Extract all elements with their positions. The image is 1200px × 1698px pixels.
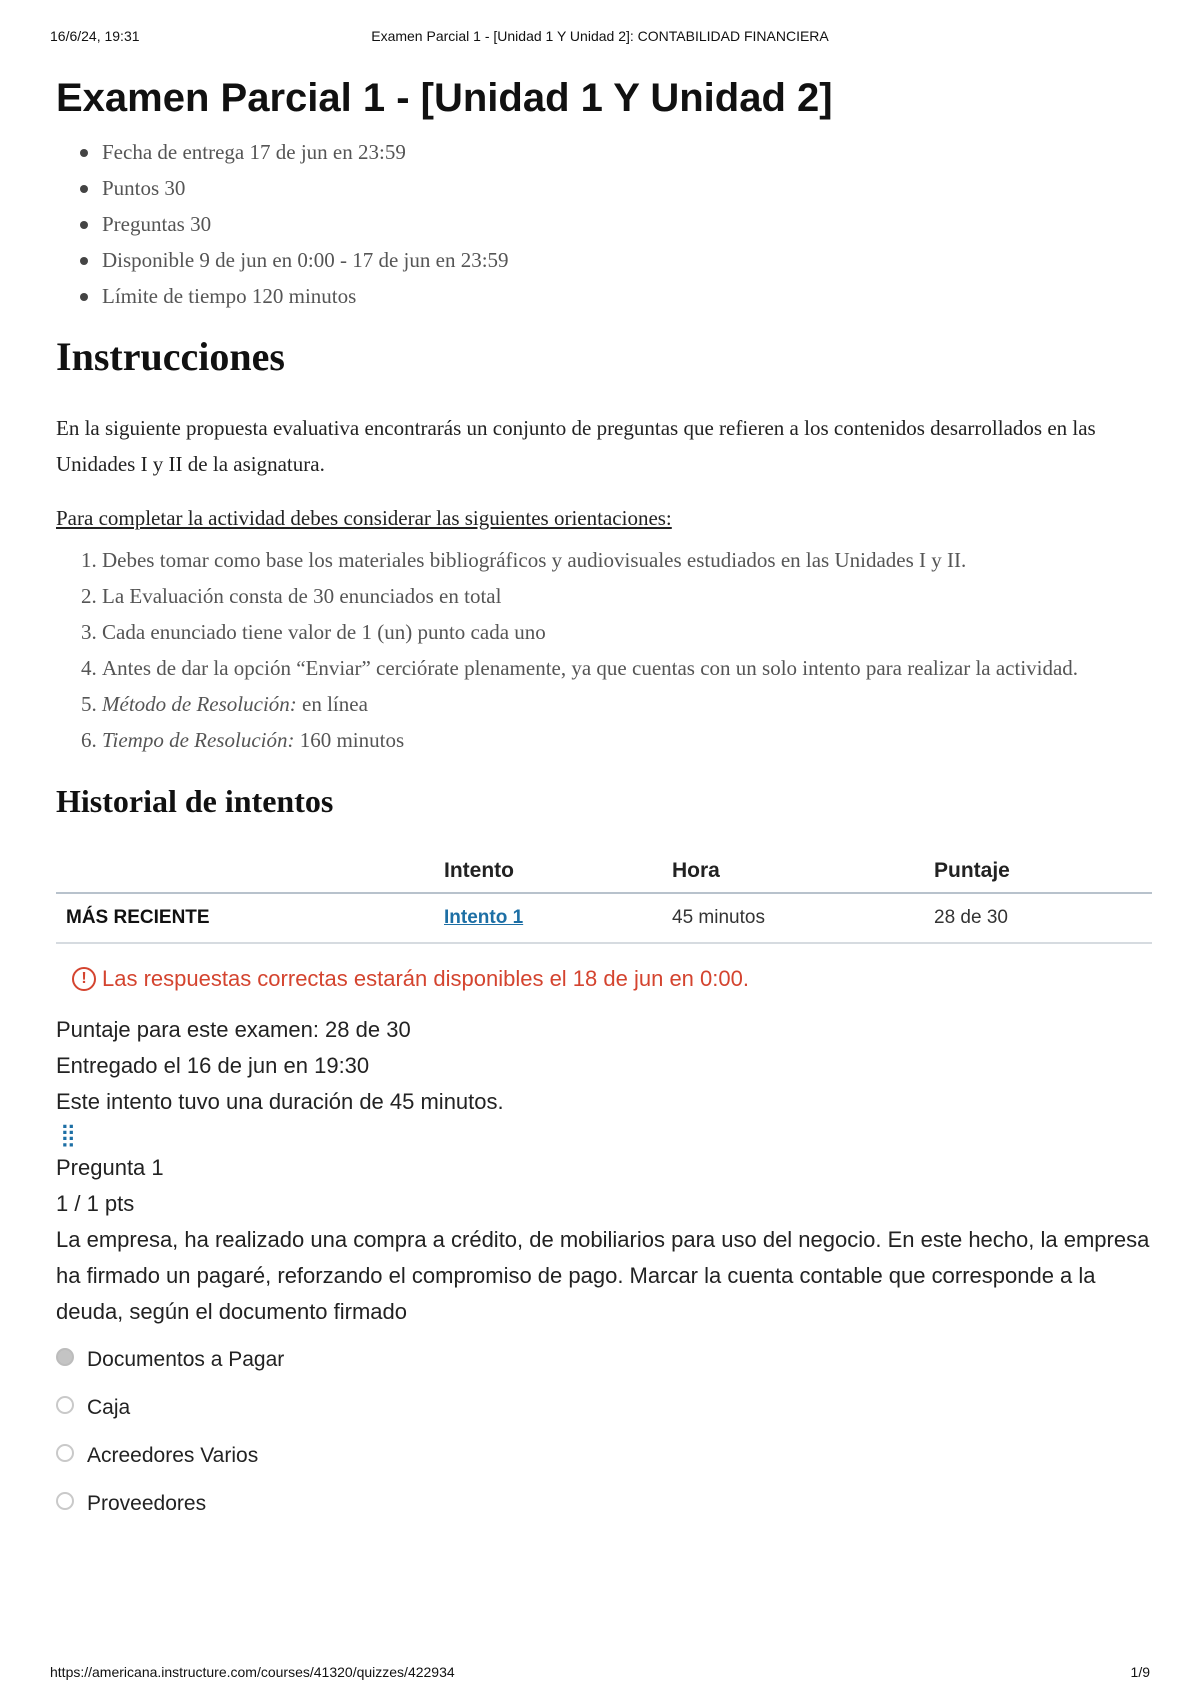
time-cell: 45 minutos: [672, 893, 934, 943]
column-header-score: Puntaje: [934, 850, 1152, 893]
question-label: Pregunta 1: [56, 1155, 164, 1180]
instructions-title: Instrucciones: [56, 334, 285, 379]
notice-text: Las respuestas correctas estarán disponibles el 18 de jun en 0:00.: [102, 966, 749, 991]
answer-label: Caja: [87, 1396, 131, 1419]
print-footer: [50, 1664, 1150, 1684]
quiz-title: Examen Parcial 1 - [Unidad 1 Y Unidad 2]: [56, 76, 833, 120]
column-header-attempt: Intento: [444, 850, 672, 893]
attempt-link[interactable]: Intento 1: [444, 907, 524, 928]
time-value: 160 minutos: [294, 728, 405, 752]
meta-time-limit: Límite de tiempo 120 minutos: [102, 278, 1150, 314]
method-value: en línea: [296, 692, 368, 716]
answer-option[interactable]: [56, 1336, 1150, 1384]
orientation-list: [56, 542, 1150, 758]
answer-label: Documentos a Pagar: [87, 1348, 285, 1371]
orientation-item-time: [102, 722, 1150, 758]
instructions-text: En la siguiente propuesta evaluativa encontrarás un conjunto de preguntas que refieren a los contenidos desarrollados en las Unidades I y II de la asignatura.: [56, 416, 1096, 476]
orientation-item: 3. Cada enunciado tiene valor de 1 (un) punto cada uno: [102, 614, 1150, 650]
column-header-label: [56, 850, 444, 893]
meta-points: Puntos 30: [102, 170, 1150, 206]
quiz-meta-list: [56, 134, 1150, 314]
instructions-subtitle: Para completar la actividad debes considerar las siguientes orientaciones:: [56, 506, 672, 530]
answer-option[interactable]: [56, 1384, 1150, 1432]
table-row: [56, 893, 1152, 943]
orientation-item: 4. Antes de dar la opción “Enviar” cerciórate plenamente, ya que cuentas con un solo intento para realizar la actividad.: [102, 650, 1150, 686]
answer-option[interactable]: [56, 1432, 1150, 1480]
answer-label: Acreedores Varios: [87, 1444, 259, 1467]
score-cell: 28 de 30: [934, 893, 1152, 943]
table-header-row: [56, 850, 1152, 893]
submitted-line: Entregado el 16 de jun en 19:30: [56, 1053, 370, 1078]
duration-line: Este intento tuvo una duración de 45 minutos.: [56, 1089, 504, 1114]
radio-button[interactable]: [56, 1492, 74, 1510]
print-header: [50, 28, 1150, 48]
orientation-item: 1. Debes tomar como base los materiales bibliográficos y audiovisuales estudiados en las Unidades I y II.: [102, 542, 1150, 578]
answers-notice: [72, 964, 1150, 994]
method-label: Método de Resolución:: [102, 692, 297, 716]
radio-button[interactable]: [56, 1444, 74, 1462]
print-datetime: 16/6/24, 19:31: [50, 28, 140, 44]
score-info: [56, 1012, 1150, 1120]
radio-button-selected[interactable]: [56, 1348, 74, 1366]
time-label: Tiempo de Resolución:: [102, 728, 295, 752]
column-header-time: Hora: [672, 850, 934, 893]
print-url: https://americana.instructure.com/courses/41320/quizzes/422934: [50, 1664, 455, 1680]
question-text: La empresa, ha realizado una compra a crédito, de mobiliarios para uso del negocio. En este hecho, la empresa ha firmado un pagaré, reforzando el compromiso de pago. Marcar la cuenta contable que corresponde a la deuda, según el documento firmado: [56, 1227, 1150, 1324]
meta-due-date: Fecha de entrega 17 de jun en 23:59: [102, 134, 1150, 170]
answer-label: Proveedores: [87, 1492, 207, 1515]
question-points: 1 / 1 pts: [56, 1191, 135, 1216]
meta-questions: Preguntas 30: [102, 206, 1150, 242]
history-title: Historial de intentos: [56, 783, 334, 819]
answer-options: [56, 1336, 1150, 1528]
answer-option[interactable]: [56, 1480, 1150, 1528]
print-page-number: 1/9: [1130, 1664, 1150, 1680]
orientation-item-method: [102, 686, 1150, 722]
score-line: Puntaje para este examen: 28 de 30: [56, 1017, 411, 1042]
row-label: MÁS RECIENTE: [56, 893, 444, 943]
attempt-history-table: [56, 850, 1152, 944]
orientation-item: 2. La Evaluación consta de 30 enunciados en total: [102, 578, 1150, 614]
drag-handle-icon[interactable]: ⣿: [60, 1122, 75, 1147]
main-content: [56, 72, 1150, 1528]
warning-icon: !: [72, 967, 96, 991]
meta-available: Disponible 9 de jun en 0:00 - 17 de jun en 23:59: [102, 242, 1150, 278]
print-page-title: Examen Parcial 1 - [Unidad 1 Y Unidad 2]: CONTABILIDAD FINANCIERA: [371, 28, 829, 44]
attempt-cell: [444, 893, 672, 943]
radio-button[interactable]: [56, 1396, 74, 1414]
